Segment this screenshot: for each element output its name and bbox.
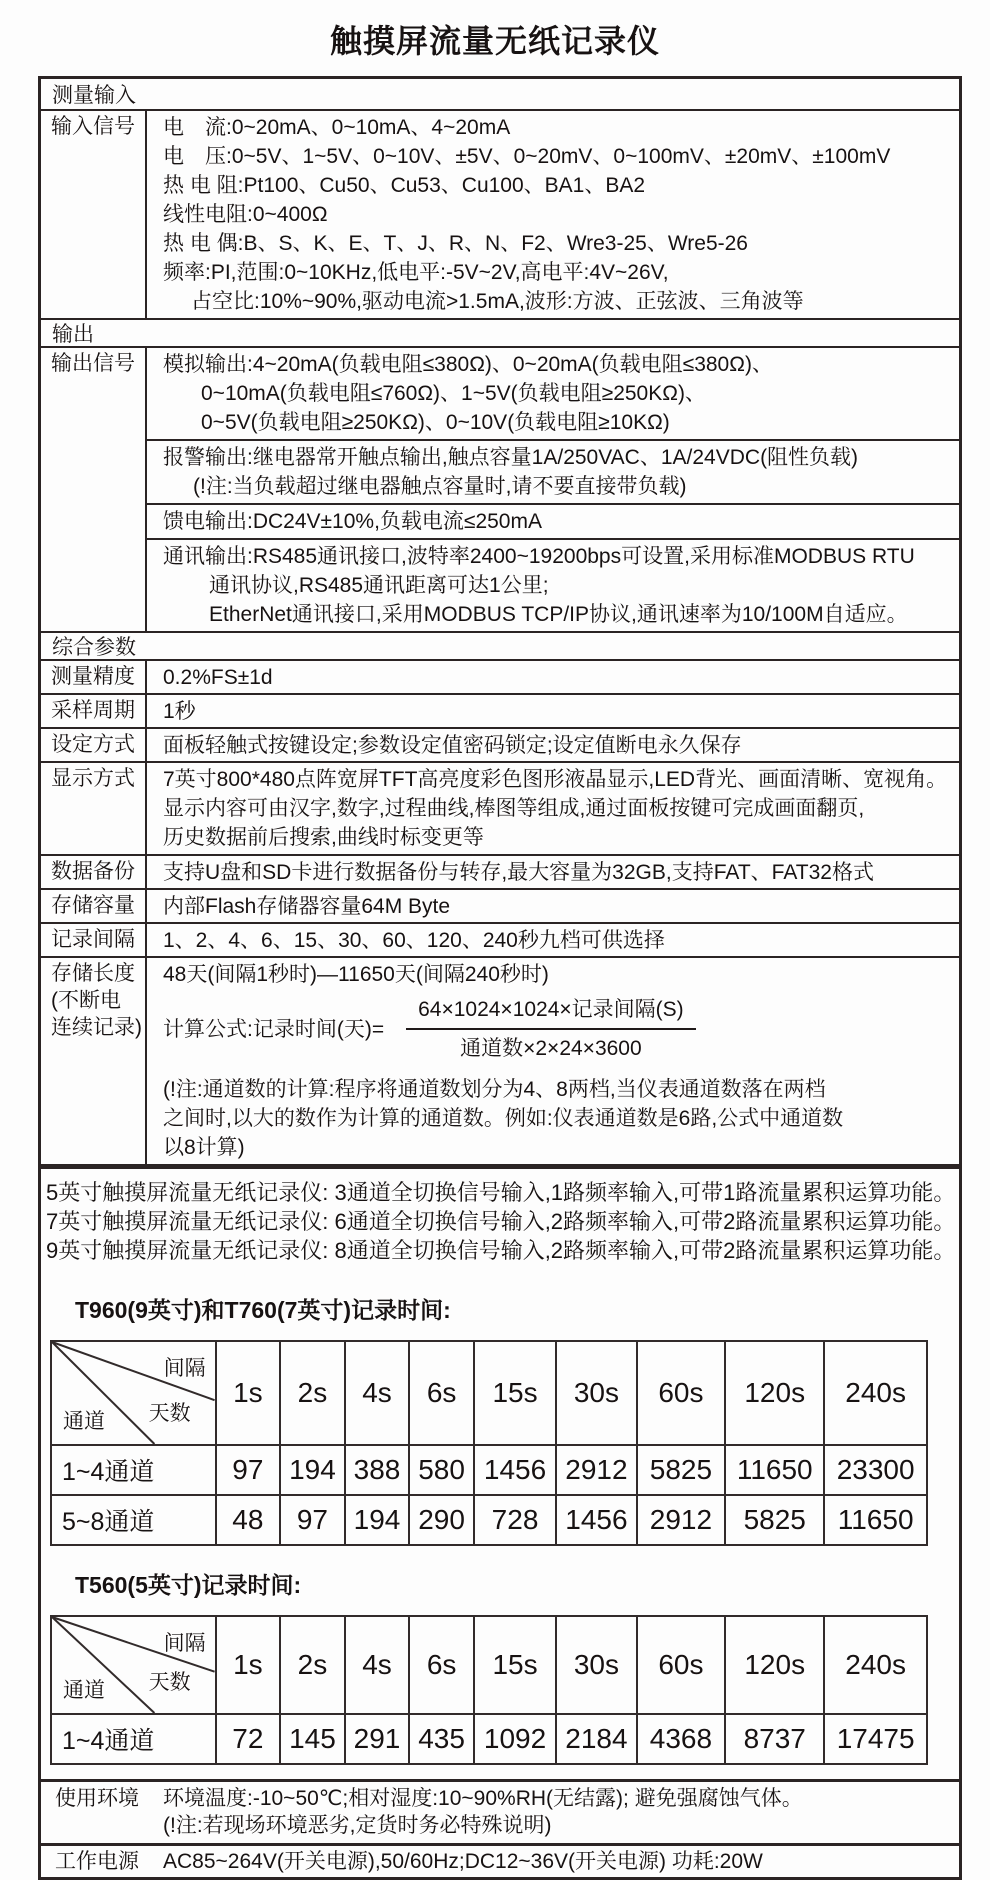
spec-line: 7英寸800*480点阵宽屏TFT高亮度彩色图形液晶显示,LED背光、画面清晰、宽视角。 <box>163 768 948 791</box>
spec-row-storage-length <box>41 956 959 1164</box>
record-days-value: 23300 <box>824 1445 927 1495</box>
record-days-value: 290 <box>409 1495 474 1545</box>
record-days-value: 728 <box>474 1495 556 1545</box>
spec-line: 通讯输出:RS485通讯接口,波特率2400~19200bps可设置,采用标准MODBUS RTU <box>163 545 915 568</box>
spec-row-capacity <box>41 888 959 922</box>
interval-header: 15s <box>474 1616 556 1714</box>
corner-label-channel: 通道 <box>63 1410 105 1433</box>
record-table-heading-t960-t760: T960(9英寸)和T760(7英寸)记录时间: <box>75 1297 451 1323</box>
page-title: 触摸屏流量无纸记录仪 <box>329 23 660 59</box>
spec-label-output-signal: 输出信号 <box>41 348 147 631</box>
interval-header: 120s <box>725 1616 824 1714</box>
corner-label-interval: 间隔 <box>163 1632 206 1655</box>
record-row <box>51 1714 927 1764</box>
interval-header: 2s <box>280 1616 345 1714</box>
spec-row-power <box>41 1843 959 1877</box>
spec-line: (!注:当负载超过继电器触点容量时,请不要直接带负载) <box>193 475 687 498</box>
interval-header: 4s <box>345 1616 410 1714</box>
spec-row-accuracy <box>41 659 959 693</box>
spec-line: 线性电阻:0~400Ω <box>163 203 328 226</box>
interval-header: 120s <box>725 1341 824 1445</box>
storage-range-line: 48天(间隔1秒时)—11650天(间隔240秒时) <box>163 963 549 986</box>
spec-line: 馈电输出:DC24V±10%,负载电流≤250mA <box>163 510 542 533</box>
spec-line: 环境温度:-10~50℃;相对湿度:10~90%RH(无结露); 避免强腐蚀气体。 <box>163 1787 803 1810</box>
spec-value-interval: 1、2、4、6、15、30、60、120、240秒九档可供选择 <box>163 928 665 952</box>
spec-line: 频率:PI,范围:0~10KHz,低电平:-5V~2V,高电平:4V~26V, <box>163 261 669 284</box>
spec-line: 之间时,以大的数作为计算的通道数。例如:仪表通道数是6路,公式中通道数 <box>163 1107 844 1130</box>
formula-fraction <box>406 995 696 1063</box>
spec-label-sampling: 采样周期 <box>41 695 147 727</box>
spec-line: 电 压:0~5V、1~5V、0~10V、±5V、0~20mV、0~100mV、±20mV、±100mV <box>163 145 891 168</box>
interval-header: 240s <box>824 1616 927 1714</box>
spec-line: 模拟输出:4~20mA(负载电阻≤380Ω)、0~20mA(负载电阻≤380Ω)、 <box>163 353 773 376</box>
spec-value-setting: 面板轻触式按键设定;参数设定值密码锁定;设定值断电永久保存 <box>163 733 742 757</box>
spec-label-display: 显示方式 <box>41 763 147 854</box>
interval-header: 1s <box>216 1616 281 1714</box>
interval-header: 60s <box>637 1341 725 1445</box>
record-days-value: 11650 <box>725 1445 824 1495</box>
spec-row-display <box>41 761 959 854</box>
spec-line: 0~5V(负载电阻≥250KΩ)、0~10V(负载电阻≥10KΩ) <box>201 411 670 434</box>
spec-value-environment <box>163 1785 959 1839</box>
spec-line: 通讯协议,RS485通讯距离可达1公里; <box>209 574 549 597</box>
channel-range-label: 1~4通道 <box>51 1714 216 1764</box>
corner-label-channel: 通道 <box>63 1679 105 1702</box>
spec-line: 历史数据前后搜索,曲线时标变更等 <box>163 826 484 849</box>
spec-label-input-signal: 输入信号 <box>41 111 147 318</box>
record-days-value: 580 <box>409 1445 474 1495</box>
spec-row-sampling <box>41 693 959 727</box>
record-days-value: 194 <box>345 1495 410 1545</box>
record-days-value: 2184 <box>556 1714 637 1764</box>
models-and-record-times <box>38 1167 962 1880</box>
section-measure-input: 测量输入 <box>52 84 136 107</box>
record-table-heading-t560: T560(5英寸)记录时间: <box>75 1572 302 1598</box>
spec-line: 显示内容可由汉字,数字,过程曲线,棒图等组成,通过面板按键可完成画面翻页, <box>163 797 865 820</box>
feed-output-subrow <box>147 503 959 538</box>
record-days-value: 97 <box>280 1495 345 1545</box>
corner-label-days: 天数 <box>148 1402 191 1425</box>
formula-denominator: 通道数×2×24×3600 <box>460 1037 642 1060</box>
spec-label-line: (不断电 <box>51 989 121 1012</box>
spec-label-environment: 使用环境 <box>55 1787 139 1810</box>
model-line-5inch: 5英寸触摸屏流量无纸记录仪: 3通道全切换信号输入,1路频率输入,可带1路流量累积运算功能。 <box>46 1180 956 1205</box>
spec-label-backup: 数据备份 <box>41 856 147 888</box>
spec-line: 热 电 阻:Pt100、Cu50、Cu53、Cu100、BA1、BA2 <box>163 174 646 197</box>
comm-output-subrow <box>147 538 959 631</box>
record-days-value: 194 <box>280 1445 345 1495</box>
spec-row-input-signal <box>41 109 959 318</box>
record-days-value: 4368 <box>637 1714 725 1764</box>
spec-value-backup: 支持U盘和SD卡进行数据备份与转存,最大容量为32GB,支持FAT、FAT32格式 <box>163 860 874 884</box>
spec-value-output-signal <box>147 348 959 631</box>
corner-label-days: 天数 <box>148 1671 191 1694</box>
section-general: 综合参数 <box>41 631 959 659</box>
spec-value-display <box>147 763 959 854</box>
spec-label-line: 存储长度 <box>51 962 135 985</box>
channel-range-label: 5~8通道 <box>51 1495 216 1545</box>
diagonal-header-cell <box>51 1616 216 1714</box>
spec-row-setting <box>41 727 959 761</box>
spec-label-setting: 设定方式 <box>41 729 147 761</box>
interval-header: 240s <box>824 1341 927 1445</box>
spec-row-interval <box>41 922 959 956</box>
spec-label-capacity: 存储容量 <box>41 890 147 922</box>
record-days-value: 5825 <box>725 1495 824 1545</box>
formula-prefix: 计算公式:记录时间(天)= <box>163 1017 385 1041</box>
record-days-value: 5825 <box>637 1445 725 1495</box>
record-days-value: 17475 <box>824 1714 927 1764</box>
spec-line: 以8计算) <box>163 1136 245 1159</box>
record-days-value: 388 <box>345 1445 410 1495</box>
model-line-9inch: 9英寸触摸屏流量无纸记录仪: 8通道全切换信号输入,2路频率输入,可带2路流量累积运算功能。 <box>46 1238 956 1263</box>
record-row <box>51 1445 927 1495</box>
interval-header: 60s <box>637 1616 725 1714</box>
spec-value-input-signal <box>147 111 959 318</box>
interval-header: 2s <box>280 1341 345 1445</box>
record-days-value: 1456 <box>556 1495 637 1545</box>
channel-range-label: 1~4通道 <box>51 1445 216 1495</box>
corner-label-interval: 间隔 <box>163 1357 206 1380</box>
spec-label-line: 连续记录) <box>51 1016 142 1039</box>
interval-header: 15s <box>474 1341 556 1445</box>
record-days-value: 435 <box>409 1714 474 1764</box>
diagonal-header-cell <box>51 1341 216 1445</box>
spec-line: (!注:若现场环境恶劣,定货时务必特殊说明) <box>163 1814 552 1837</box>
record-days-value: 1092 <box>474 1714 556 1764</box>
spec-label-accuracy: 测量精度 <box>41 661 147 693</box>
spec-label-storage-length <box>41 958 147 1164</box>
record-time-formula <box>163 995 953 1063</box>
spec-line: 0~10mA(负载电阻≤760Ω)、1~5V(负载电阻≥250KΩ)、 <box>201 382 706 405</box>
interval-header: 1s <box>216 1341 281 1445</box>
record-days-value: 8737 <box>725 1714 824 1764</box>
record-days-value: 97 <box>216 1445 281 1495</box>
model-descriptions <box>41 1169 959 1265</box>
spec-row-output-signal <box>41 346 959 631</box>
interval-header: 30s <box>556 1616 637 1714</box>
spec-value-accuracy: 0.2%FS±1d <box>163 665 273 689</box>
spec-line: 电 流:0~20mA、0~10mA、4~20mA <box>163 116 511 139</box>
record-days-value: 291 <box>345 1714 410 1764</box>
record-days-value: 72 <box>216 1714 281 1764</box>
spec-line: 报警输出:继电器常开触点输出,触点容量1A/250VAC、1A/24VDC(阻性负载) <box>163 446 859 469</box>
spec-value-power: AC85~264V(开关电源),50/60Hz;DC12~36V(开关电源) 功耗:20W <box>163 1850 763 1873</box>
record-days-value: 11650 <box>824 1495 927 1545</box>
interval-header: 6s <box>409 1616 474 1714</box>
spec-value-sampling: 1秒 <box>163 699 196 723</box>
spec-line: 热 电 偶:B、S、K、E、T、J、R、N、F2、Wre3-25、Wre5-26 <box>163 232 748 255</box>
interval-header: 30s <box>556 1341 637 1445</box>
model-line-7inch: 7英寸触摸屏流量无纸记录仪: 6通道全切换信号输入,2路频率输入,可带2路流量累积运算功能。 <box>46 1209 956 1234</box>
record-table-t960-t760 <box>50 1340 928 1546</box>
interval-header: 4s <box>345 1341 410 1445</box>
record-table-header-row <box>51 1616 927 1714</box>
record-days-value: 1456 <box>474 1445 556 1495</box>
record-days-value: 2912 <box>556 1445 637 1495</box>
spec-table <box>38 76 962 1167</box>
formula-numerator: 64×1024×1024×记录间隔(S) <box>406 995 696 1030</box>
section-output: 输出 <box>41 318 959 346</box>
spec-label-interval: 记录间隔 <box>41 924 147 956</box>
spec-line: (!注:通道数的计算:程序将通道数划分为4、8两档,当仪表通道数落在两档 <box>163 1078 826 1101</box>
interval-header: 6s <box>409 1341 474 1445</box>
analog-output-subrow <box>147 348 959 439</box>
alarm-output-subrow <box>147 439 959 503</box>
spec-label-power: 工作电源 <box>55 1850 139 1873</box>
record-days-value: 145 <box>280 1714 345 1764</box>
spec-line: EtherNet通讯接口,采用MODBUS TCP/IP协议,通讯速率为10/100M自适应。 <box>209 603 908 626</box>
spec-row-backup <box>41 854 959 888</box>
record-table-t560 <box>50 1615 928 1765</box>
record-days-value: 48 <box>216 1495 281 1545</box>
spec-value-capacity: 内部Flash存储器容量64M Byte <box>163 894 451 918</box>
record-row <box>51 1495 927 1545</box>
spec-row-environment <box>41 1779 959 1843</box>
record-days-value: 2912 <box>637 1495 725 1545</box>
spec-line: 占空比:10%~90%,驱动电流>1.5mA,波形:方波、正弦波、三角波等 <box>191 290 804 313</box>
record-table-header-row <box>51 1341 927 1445</box>
spec-value-storage-length <box>147 958 959 1164</box>
